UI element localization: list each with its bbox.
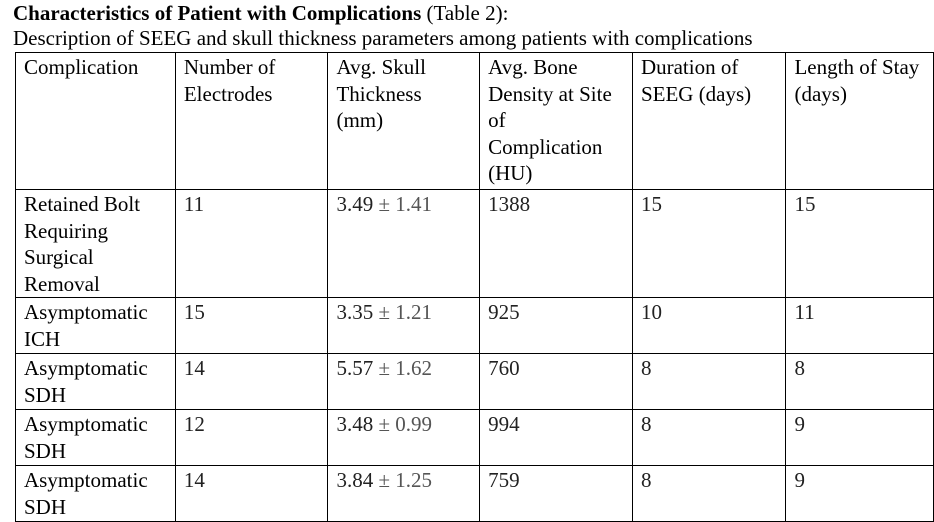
cell-complication: Retained Bolt Requiring Surgical Removal: [16, 190, 176, 298]
thickness-mean: 3.35: [336, 300, 374, 324]
complications-table: [15, 52, 934, 522]
table-row: [16, 354, 934, 410]
cell-skull-thickness: 3.49 ± 1.41: [328, 190, 480, 298]
cell-length-of-stay: 9: [786, 466, 934, 522]
cell-electrodes: 12: [175, 410, 328, 466]
table-row: [16, 410, 934, 466]
cell-skull-thickness: 3.48 ± 0.99: [328, 410, 480, 466]
cell-complication: Asymptomatic SDH: [16, 354, 176, 410]
thickness-sd: 1.41: [395, 192, 433, 216]
header-complication: Complication: [16, 53, 176, 190]
thickness-mean: 3.84: [336, 468, 374, 492]
thickness-mean: 3.49: [336, 192, 374, 216]
cell-length-of-stay: 15: [786, 190, 934, 298]
cell-complication: Asymptomatic ICH: [16, 298, 176, 354]
thickness-sd: 0.99: [395, 412, 433, 436]
cell-seeg-duration: 15: [632, 190, 786, 298]
cell-seeg-duration: 8: [632, 410, 786, 466]
cell-bone-density: 994: [480, 410, 633, 466]
cell-bone-density: 759: [480, 466, 633, 522]
cell-bone-density: 760: [480, 354, 633, 410]
header-electrodes: Number of Electrodes: [175, 53, 328, 190]
cell-electrodes: 14: [175, 354, 328, 410]
table-title: [13, 0, 508, 26]
header-skull-thickness: Avg. Skull Thickness (mm): [328, 53, 480, 190]
cell-bone-density: 1388: [480, 190, 633, 298]
header-length-of-stay: Length of Stay (days): [786, 53, 934, 190]
thickness-sd: 1.62: [395, 356, 433, 380]
cell-electrodes: 14: [175, 466, 328, 522]
table-title-suffix: (Table 2):: [421, 1, 509, 25]
thickness-sd: 1.25: [395, 468, 433, 492]
header-bone-density: Avg. Bone Density at Site of Complication (HU): [480, 53, 633, 190]
cell-skull-thickness: 3.35 ± 1.21: [328, 298, 480, 354]
header-row: [16, 53, 934, 190]
cell-skull-thickness: 5.57 ± 1.62: [328, 354, 480, 410]
cell-electrodes: 15: [175, 298, 328, 354]
cell-electrodes: 11: [175, 190, 328, 298]
table-subtitle: Description of SEEG and skull thickness parameters among patients with complications: [13, 26, 753, 50]
table-row: [16, 466, 934, 522]
cell-seeg-duration: 8: [632, 354, 786, 410]
thickness-sd: 1.21: [395, 300, 433, 324]
table-row: [16, 190, 934, 298]
table-row: [16, 298, 934, 354]
cell-skull-thickness: 3.84 ± 1.25: [328, 466, 480, 522]
header-seeg-duration: Duration of SEEG (days): [632, 53, 786, 190]
cell-complication: Asymptomatic SDH: [16, 466, 176, 522]
cell-seeg-duration: 10: [632, 298, 786, 354]
cell-length-of-stay: 11: [786, 298, 934, 354]
cell-length-of-stay: 8: [786, 354, 934, 410]
cell-length-of-stay: 9: [786, 410, 934, 466]
cell-seeg-duration: 8: [632, 466, 786, 522]
cell-bone-density: 925: [480, 298, 633, 354]
cell-complication: Asymptomatic SDH: [16, 410, 176, 466]
thickness-mean: 3.48: [336, 412, 374, 436]
thickness-mean: 5.57: [336, 356, 374, 380]
table-title-bold: Characteristics of Patient with Complications: [13, 1, 422, 25]
